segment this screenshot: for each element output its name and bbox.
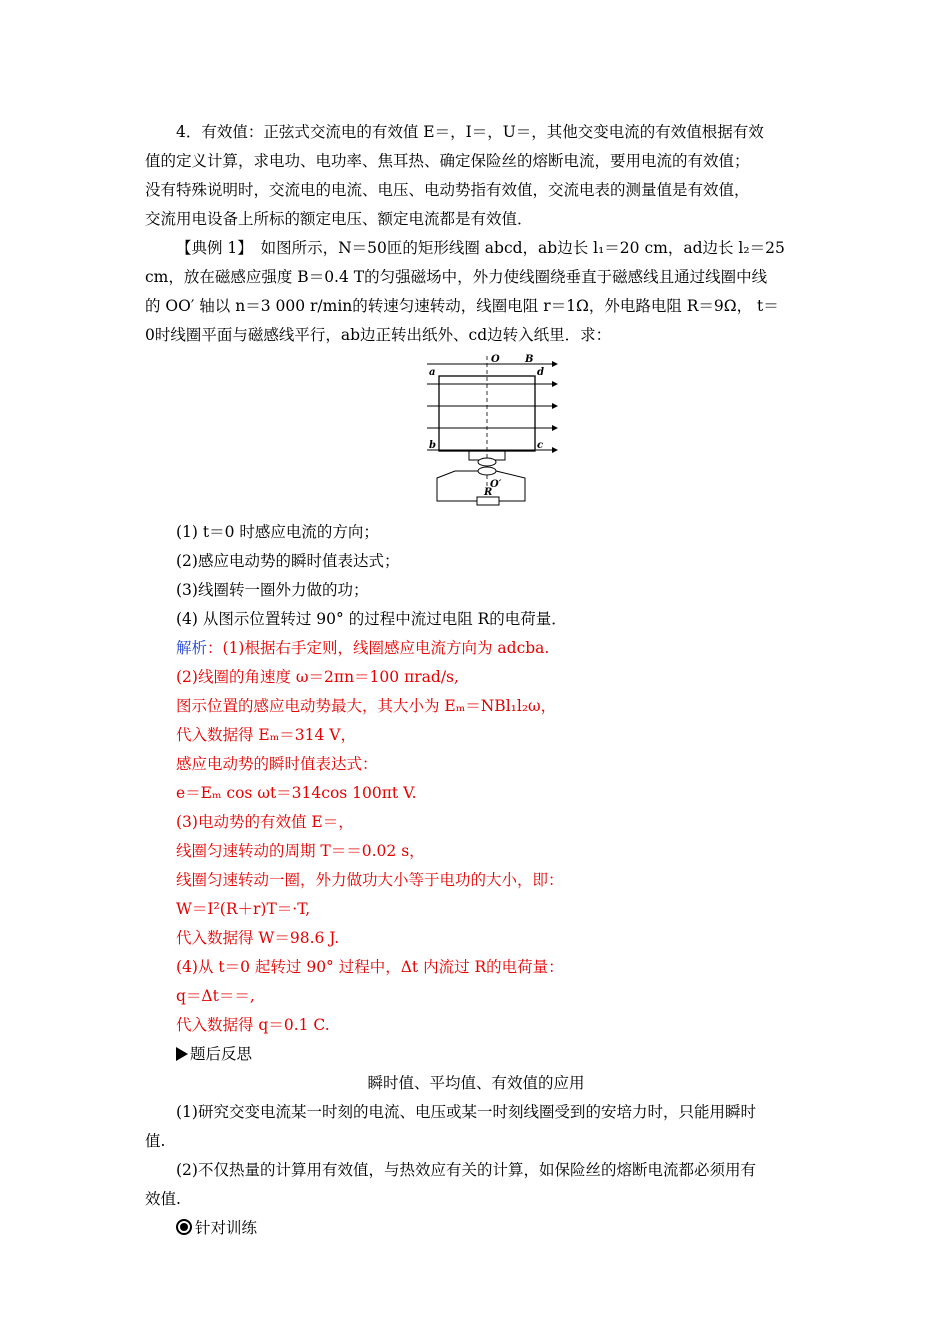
solution-line-9: 线圈匀速转动一圈，外力做功大小等于电功的大小，即： <box>176 871 564 889</box>
label-b-field: B <box>525 354 534 365</box>
training-heading: 针对训练 <box>195 1219 258 1237</box>
triangle-bullet-icon <box>176 1047 188 1061</box>
solution-line-4: 代入数据得 Eₘ＝314 V， <box>176 726 356 744</box>
example-line1 <box>145 234 807 263</box>
document-body <box>145 118 807 1243</box>
solution-line-10: W＝I²(R＋r)T＝·T, <box>176 900 311 918</box>
reflection-heading-row <box>145 1040 807 1069</box>
label-d: d <box>537 367 544 378</box>
coil-diagram <box>145 354 807 514</box>
solution-line-8: 线圈匀速转动的周期 T＝＝0.02 s， <box>176 842 425 860</box>
question-2: (2)感应电动势的瞬时值表达式； <box>176 552 400 570</box>
reflection-p2-line1: (2)不仅热量的计算用有效值，与热效应有关的计算，如保险丝的熔断电流都必须用有 <box>176 1161 756 1179</box>
label-r: R <box>484 487 493 498</box>
reflection-title: 瞬时值、平均值、有效值的应用 <box>367 1074 585 1092</box>
solution-line-2: (2)线圈的角速度 ω＝2πn＝100 πrad/s, <box>176 668 459 686</box>
reflection-p2-line2: 效值. <box>145 1190 181 1208</box>
solution-line-7: (3)电动势的有效值 E＝， <box>176 813 354 831</box>
reflection-p1-line1: (1)研究交变电流某一时刻的电流、电压或某一时刻线圈受到的安培力时，只能用瞬时 <box>176 1103 756 1121</box>
section4-line3: 没有特殊说明时，交流电的电流、电压、电动势指有效值，交流电表的测量值是有效值， <box>145 181 750 199</box>
solution-line-3: 图示位置的感应电动势最大，其大小为 Eₘ＝NBl₁l₂ω， <box>176 697 557 715</box>
example-line2: cm，放在磁感应强度 B＝0.4 T的匀强磁场中，外力使线圈绕垂直于磁感线且通过线圈中线 <box>145 268 768 286</box>
reflection-heading: 题后反思 <box>190 1045 253 1063</box>
label-a: a <box>429 367 436 378</box>
label-b: b <box>429 440 436 451</box>
solution-line-11: 代入数据得 W＝98.6 J. <box>176 929 340 947</box>
slip-ring <box>478 458 496 466</box>
resistor <box>477 497 499 505</box>
example-line3: 的 OO′ 轴以 n＝3 000 r/min的转速匀速转动，线圈电阻 r＝1Ω，外电路电阻 R＝9Ω， t＝ <box>145 297 779 315</box>
solution-line-1 <box>145 634 807 663</box>
question-1: (1) t＝0 时感应电流的方向； <box>176 523 379 541</box>
example-line4: 0时线圈平面与磁感线平行，ab边正转出纸外、cd边转入纸里．求： <box>145 326 612 344</box>
slip-ring <box>478 467 496 475</box>
solution-line-5: 感应电动势的瞬时值表达式： <box>176 755 378 773</box>
label-c: c <box>537 440 544 451</box>
circuit-wire <box>437 471 478 501</box>
lead-wire <box>493 451 505 460</box>
reflection-p1-line2: 值. <box>145 1132 166 1150</box>
lead-wire <box>469 451 481 460</box>
question-3: (3)线圈转一圈外力做的功； <box>176 581 369 599</box>
training-heading-row <box>145 1214 807 1243</box>
section4-line1: 4．有效值：正弦式交流电的有效值 E＝，I＝，U＝，其他交变电流的有效值根据有效 <box>176 123 764 141</box>
example-tag: 【典例 1】 <box>176 239 246 257</box>
solution-line-14: 代入数据得 q＝0.1 C. <box>176 1016 330 1034</box>
label-o: O <box>491 354 500 365</box>
solution-text-1: ：(1)根据右手定则，线圈感应电流方向为 adcba. <box>207 639 550 657</box>
bullseye-bullet-icon <box>176 1219 192 1235</box>
section4-line4: 交流用电设备上所标的额定电压、额定电流都是有效值． <box>145 210 533 228</box>
example-text-1: 如图所示，N＝50匝的矩形线圈 abcd，ab边长 l₁＝20 cm，ad边长 l₂＝25 <box>260 239 785 257</box>
solution-line-13: q＝Δt＝＝, <box>176 987 255 1005</box>
solution-label: 解析 <box>176 639 208 657</box>
coil-diagram-svg <box>425 354 565 509</box>
solution-line-12: (4)从 t＝0 起转过 90° 过程中，Δt 内流过 R的电荷量： <box>176 958 564 976</box>
solution-line-6: e＝Eₘ cos ωt＝314cos 100πt V. <box>176 784 417 802</box>
question-4: (4) 从图示位置转过 90° 的过程中流过电阻 R的电荷量． <box>176 610 567 628</box>
section4-line2: 值的定义计算，求电功、电功率、焦耳热、确定保险丝的熔断电流，要用电流的有效值； <box>145 152 750 170</box>
label-o-prime: O′ <box>490 479 502 490</box>
